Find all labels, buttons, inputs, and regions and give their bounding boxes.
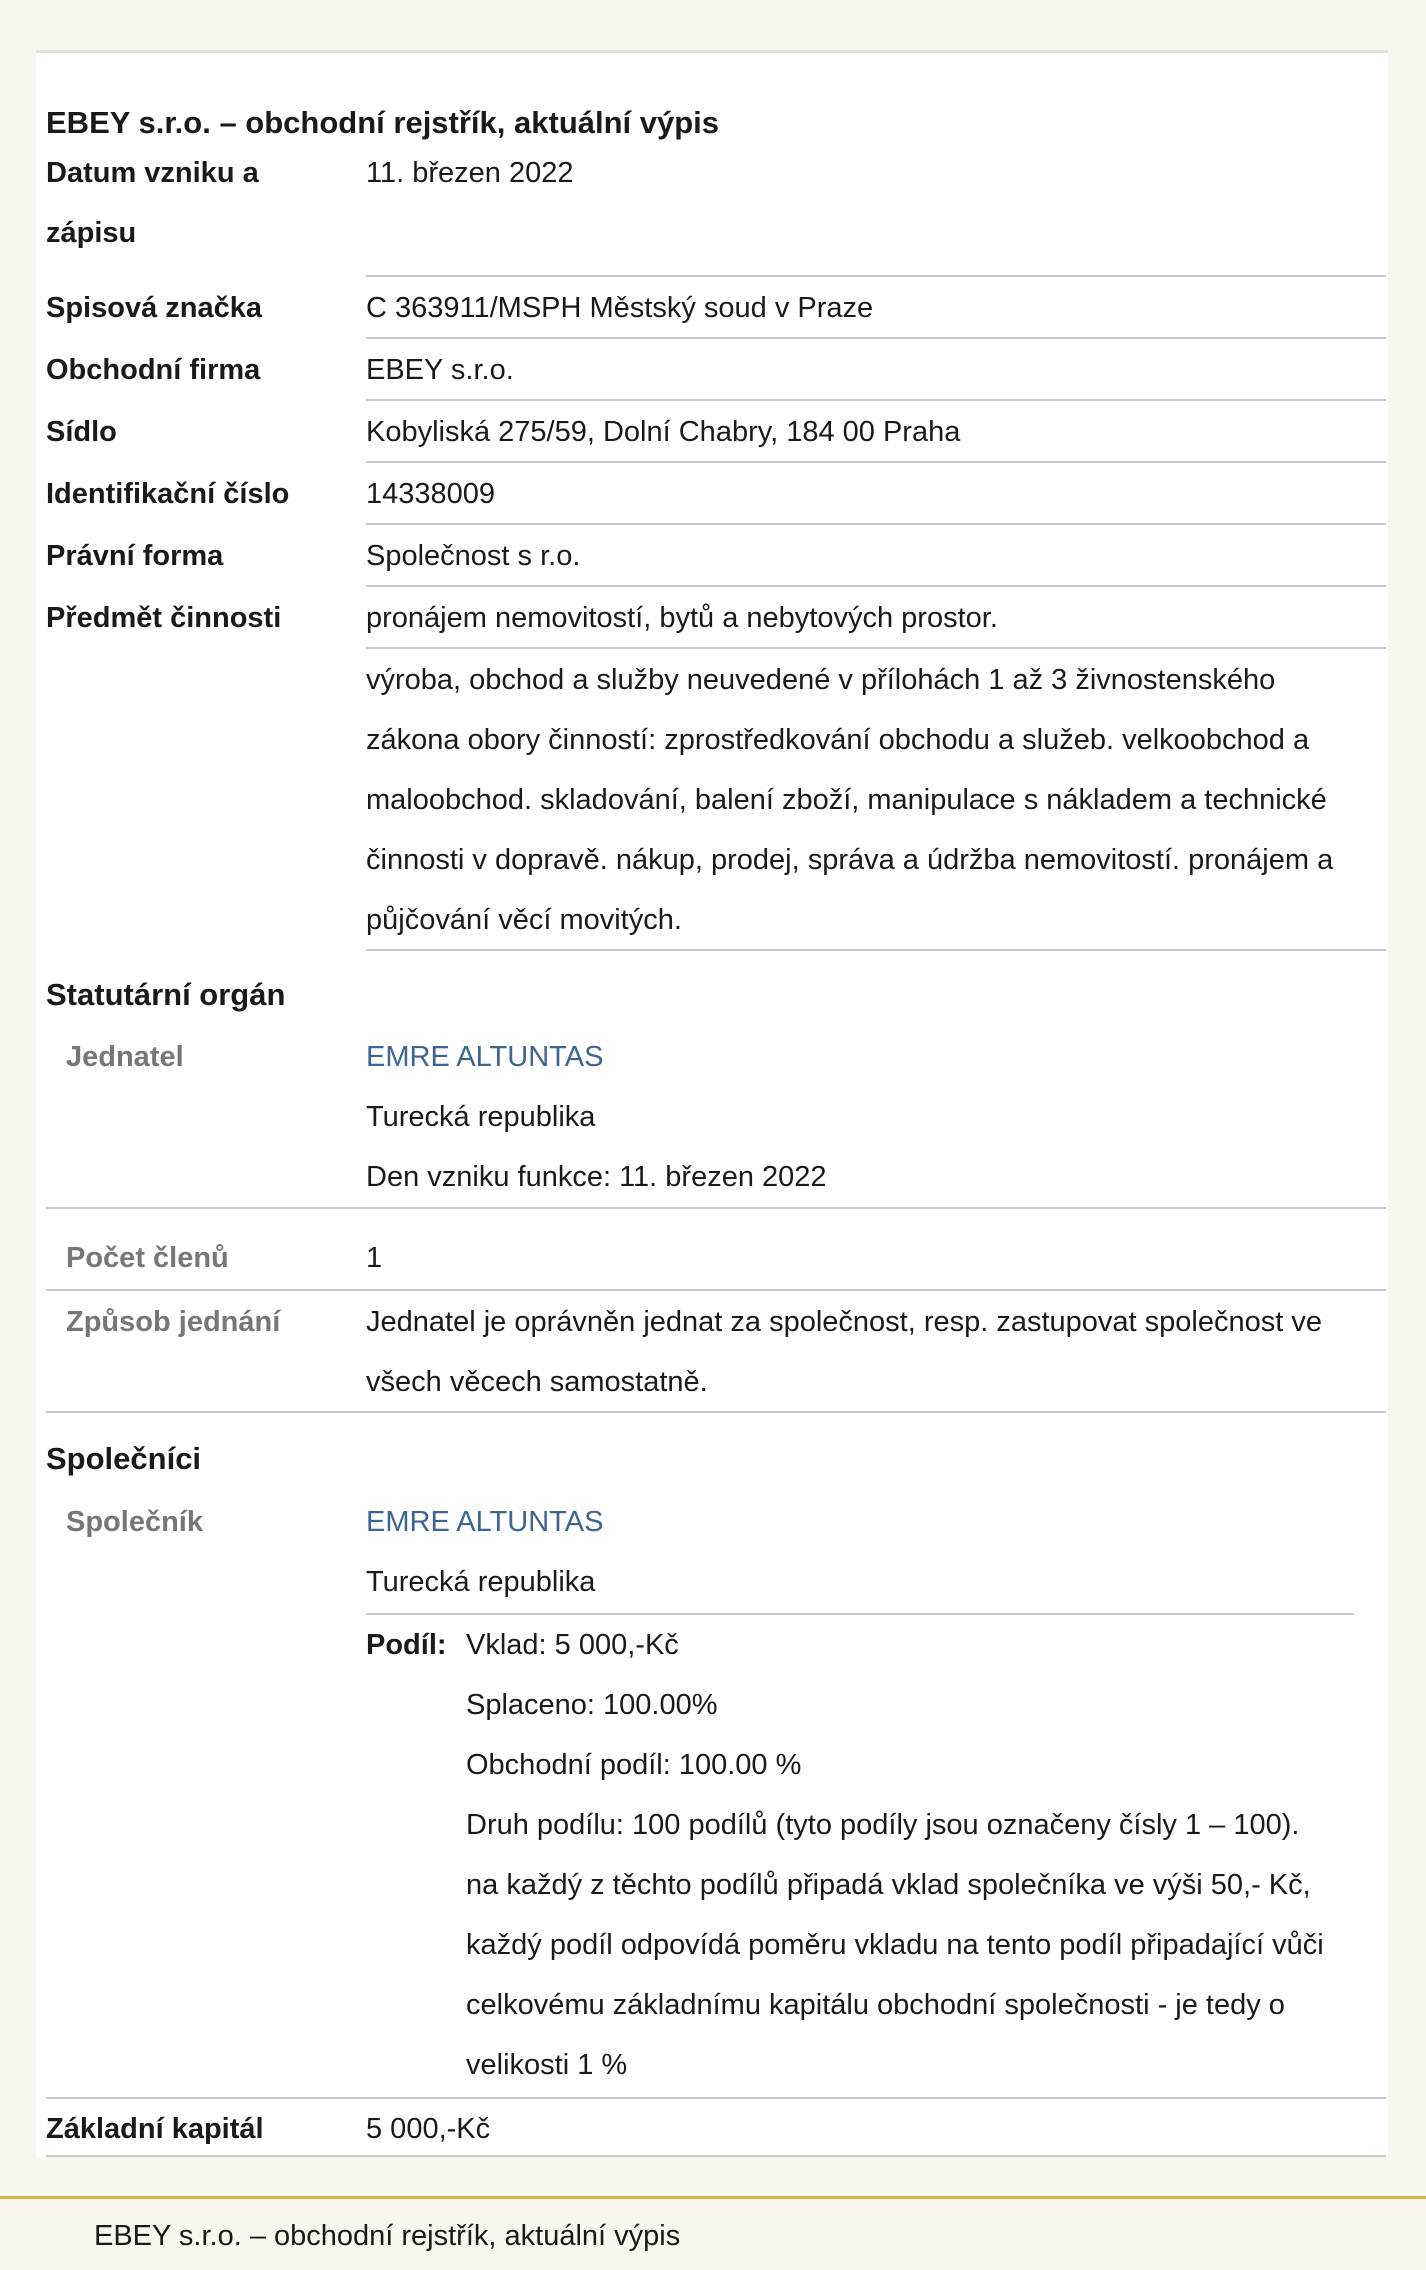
divider (46, 1289, 1386, 1291)
row-pocet-clenu (46, 1228, 1386, 1288)
label-jednatel: Jednatel (66, 1041, 184, 1073)
footer-text: EBEY s.r.o. – obchodní rejstřík, aktuální výpis (94, 2220, 681, 2252)
row-spisova-znacka (46, 278, 1386, 338)
spolecnik-name-link[interactable]: EMRE ALTUNTAS (366, 1506, 604, 1538)
spolecnik-country: Turecká republika (366, 1566, 596, 1598)
label-pravni-forma: Právní forma (46, 540, 224, 572)
value-pravni-forma: Společnost s r.o. (366, 540, 581, 572)
row-jednatel (46, 1027, 1386, 1207)
value-jednatel (366, 1027, 1376, 1207)
row-pravni-forma (46, 526, 1386, 586)
label-podil: Podíl: (366, 1629, 447, 1661)
jednatel-since: Den vzniku funkce: 11. březen 2022 (366, 1161, 827, 1193)
value-pocet-clenu: 1 (366, 1242, 383, 1274)
value-predmet-cinnosti-1: pronájem nemovitostí, bytů a nebytových prostor. (366, 602, 998, 634)
label-obchodni-firma: Obchodní firma (46, 354, 261, 386)
divider (366, 949, 1386, 951)
row-predmet-cinnosti-2 (46, 650, 1386, 950)
label-spolecnik: Společník (66, 1506, 203, 1538)
label-spisova-znacka: Spisová značka (46, 292, 262, 324)
divider (366, 647, 1386, 649)
divider (366, 523, 1386, 525)
row-datum-vzniku (46, 143, 1386, 263)
label-zpusob-jednani: Způsob jednání (66, 1306, 281, 1338)
jednatel-country: Turecká republika (366, 1101, 596, 1133)
row-ico (46, 464, 1386, 524)
row-predmet-cinnosti (46, 588, 1386, 648)
value-zakladni-kapital: 5 000,-Kč (366, 2113, 491, 2145)
label-datum-vzniku: Datum vzniku a zápisu (46, 157, 259, 249)
label-pocet-clenu: Počet členů (66, 1242, 229, 1274)
divider (366, 585, 1386, 587)
label-sidlo: Sídlo (46, 416, 117, 448)
value-spisova-znacka: C 363911/MSPH Městský soud v Praze (366, 292, 874, 324)
divider (366, 461, 1386, 463)
label-predmet-cinnosti: Předmět činnosti (46, 602, 282, 634)
row-zpusob-jednani (46, 1292, 1386, 1412)
value-obchodni-firma: EBEY s.r.o. (366, 354, 514, 386)
page-title: EBEY s.r.o. – obchodní rejstřík, aktuální výpis (46, 105, 720, 140)
row-obchodni-firma (46, 340, 1386, 400)
divider (366, 337, 1386, 339)
footer-divider (0, 2196, 1426, 2199)
row-zakladni-kapital (46, 2099, 1386, 2159)
section-statutarni-organ: Statutární orgán (46, 977, 286, 1012)
divider (46, 1207, 1386, 1209)
value-datum-vzniku: 11. březen 2022 (366, 157, 574, 189)
value-zpusob-jednani: Jednatel je oprávněn jednat za společnost, resp. zastupovat společnost ve všech věcech samostatně. (366, 1306, 1322, 1398)
row-podil (46, 1615, 1386, 2095)
value-podil: Vklad: 5 000,-Kč Splaceno: 100.00% Obchodní podíl: 100.00 % Druh podílu: 100 podílů (tyto podíly jsou označeny čísly 1 – 100). na každý z těchto podílů připadá vklad společníka ve výši 50,- Kč, každý podíl odpovídá poměru vkladu na tento podíl připadající vůči celkovému základnímu kapitálu obchodní společnosti - je tedy o velikosti 1 % (466, 1629, 1324, 2081)
divider (366, 399, 1386, 401)
row-sidlo (46, 402, 1386, 462)
jednatel-name-link[interactable]: EMRE ALTUNTAS (366, 1041, 604, 1073)
value-spolecnik (366, 1492, 1376, 1612)
value-sidlo: Kobyliská 275/59, Dolní Chabry, 184 00 Praha (366, 416, 961, 448)
divider (46, 2155, 1386, 2157)
value-ico: 14338009 (366, 478, 496, 510)
divider (366, 275, 1386, 277)
row-spolecnik (46, 1492, 1386, 1612)
value-predmet-cinnosti-2: výroba, obchod a služby neuvedené v přílohách 1 až 3 živnostenského zákona obory činností: zprostředkování obchodu a služeb. velkoobchod a maloobchod. skladování, balení zboží, manipulace s nákladem a technické činnosti v dopravě. nákup, prodej, správa a údržba nemovitostí. pronájem a půjčování věcí movitých. (366, 664, 1334, 936)
label-ico: Identifikační číslo (46, 478, 290, 510)
label-zakladni-kapital: Základní kapitál (46, 2113, 264, 2145)
divider (46, 1411, 1386, 1413)
registry-extract-card (36, 50, 1388, 2157)
section-spolecnici: Společníci (46, 1441, 202, 1476)
